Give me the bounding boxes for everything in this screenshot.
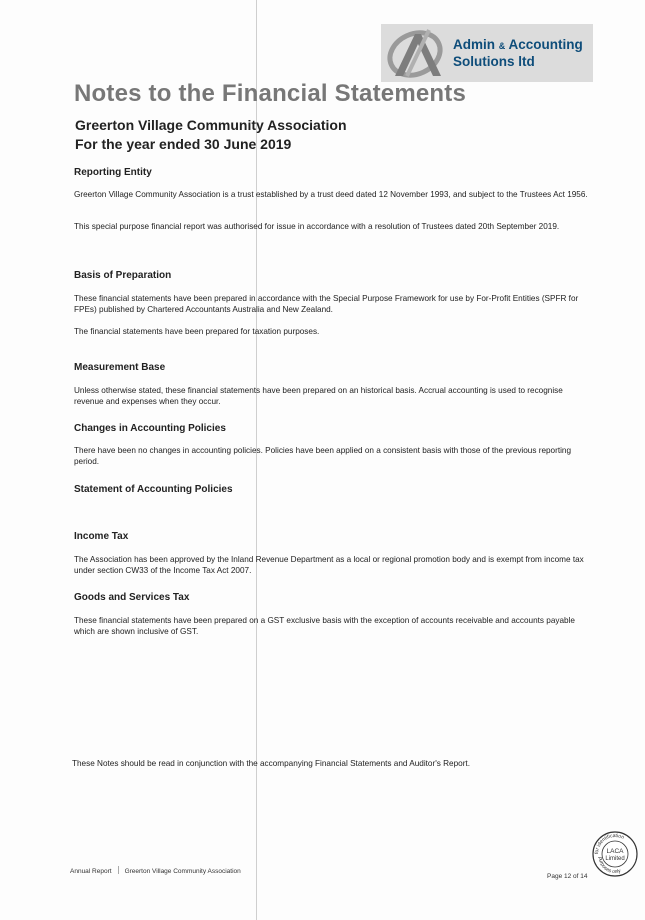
paragraph-reporting-entity-1: Greerton Village Community Association is a trust established by a trust deed dated 12 November 1993, and subject to the Trustees Act 1956.: [74, 190, 588, 199]
heading-changes-in-policies: Changes in Accounting Policies: [74, 423, 226, 434]
heading-statement-of-policies: Statement of Accounting Policies: [74, 484, 233, 495]
paragraph-changes-in-policies: There have been no changes in accounting policies. Policies have been applied on a consistent basis with those of the previous reporting period.: [74, 446, 572, 466]
heading-basis-of-preparation: Basis of Preparation: [74, 270, 172, 281]
heading-measurement-base: Measurement Base: [74, 362, 166, 373]
page-title: Notes to the Financial Statements: [74, 80, 467, 107]
paragraph-basis-2: The financial statements have been prepared for taxation purposes.: [74, 327, 320, 336]
company-logo: [381, 24, 593, 82]
stamp-center-top: LACA: [606, 848, 624, 855]
paragraph-income-tax: The Association has been approved by the Inland Revenue Department as a local or regional promotion body and is exempt from income tax under section CW33 of the Income Tax Act 2007.: [74, 555, 584, 575]
paragraph-gst: These financial statements have been prepared on a GST exclusive basis with the exception of accounts receivable and accounts payable which are shown inclusive of GST.: [74, 616, 575, 636]
footer-left: [70, 866, 241, 875]
heading-reporting-entity: Reporting Entity: [74, 167, 152, 178]
notes-reference: These Notes should be read in conjunction with the accompanying Financial Statements and Auditor's Report.: [72, 759, 470, 768]
identification-stamp: [591, 830, 639, 878]
footer-report-label: Annual Report: [70, 868, 112, 875]
stamp-center-bottom: Limited: [605, 856, 625, 862]
paragraph-reporting-entity-2: This special purpose financial report was authorised for issue in accordance with a resolution of Trustees dated 20th September 2019.: [74, 222, 560, 231]
paragraph-basis-1: These financial statements have been prepared in accordance with the Special Purpose Framework for use by For-Profit Entities (SPFR for FPEs) published by Chartered Accountants Australia and New Zealand.: [74, 294, 579, 314]
footer-separator: [118, 866, 119, 874]
stamp-ring-bottom: purposes only: [596, 856, 622, 876]
paragraph-measurement-base: Unless otherwise stated, these financial statements have been prepared on an historical basis. Accrual accounting is used to recognise revenue and expenses when they occur.: [74, 386, 563, 406]
logo-mark-icon: [385, 26, 447, 80]
stamp-ring-top: for identification: [593, 832, 625, 855]
organisation-name: Greerton Village Community Association: [75, 117, 347, 133]
footer-organisation: Greerton Village Community Association: [124, 868, 241, 875]
heading-gst: Goods and Services Tax: [74, 592, 190, 603]
heading-income-tax: Income Tax: [74, 531, 129, 542]
page-number: Page 12 of 14: [547, 873, 588, 880]
report-period: For the year ended 30 June 2019: [75, 136, 292, 152]
logo-text: Admin & Accounting Solutions ltd: [453, 37, 583, 69]
